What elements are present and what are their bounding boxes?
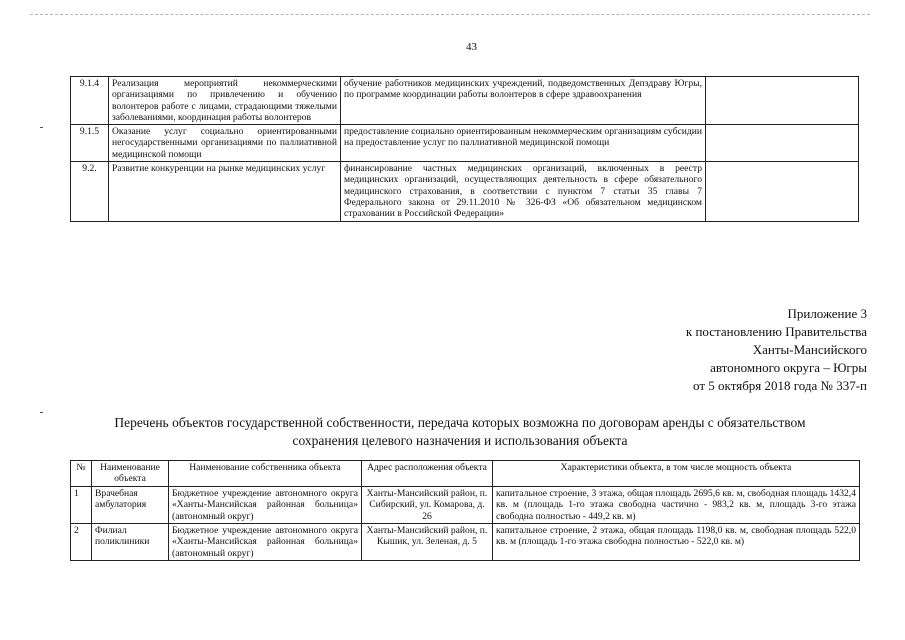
measure-text: Оказание услуг социально ориентированными негосударственными организациями по паллиативной медицинской помощи <box>109 125 341 162</box>
measures-table <box>70 76 859 222</box>
scan-speck <box>40 412 43 413</box>
table-row <box>71 162 859 221</box>
title-line: сохранения целевого назначения и использования объекта <box>292 433 628 448</box>
action-text: предоставление социально ориентированным некоммерческим организациям субсидии на предоставление услуг по паллиативной медицинской помощи <box>341 125 706 162</box>
appendix-line: Приложение 3 <box>787 306 867 321</box>
empty-cell <box>706 162 859 221</box>
header-num: № <box>71 461 92 487</box>
action-text: финансирование частных медицинских организаций, включенных в реестр медицинских организаций, осуществляющих деятельность в сфере обязательного медицинского страхования, в соответствии с пунктом 7 статьи 35 главы 7 Федерального закона от 29.11.2010 № 326-ФЗ «Об обязательном медицинском страховании в Российской Федерации» <box>341 162 706 221</box>
measure-text: Реализация мероприятий некоммерческими организациями по привлечению и обучению волонтеров работе с лицами, страдающими тяжелыми заболеваниями, координация работы волонтеров <box>109 77 341 125</box>
object-name: Филиал поликлиники <box>92 524 169 561</box>
table-row <box>71 524 860 561</box>
table-header-row <box>71 461 860 487</box>
document-title <box>60 414 860 450</box>
row-number: 2 <box>71 524 92 561</box>
row-number: 9.1.5 <box>71 125 109 162</box>
appendix-line: к постановлению Правительства <box>685 324 867 339</box>
header-address: Адрес расположения объекта <box>362 461 493 487</box>
page-number: 43 <box>466 41 477 53</box>
empty-cell <box>706 77 859 125</box>
header-owner: Наименование собственника объекта <box>169 461 362 487</box>
scan-top-edge <box>30 14 870 15</box>
objects-table <box>70 460 860 561</box>
table-row <box>71 486 860 523</box>
table-row <box>71 125 859 162</box>
scan-speck <box>40 127 43 128</box>
object-owner: Бюджетное учреждение автономного округа «Ханты-Мансийская районная больница» (автономный округ) <box>169 486 362 523</box>
measure-text: Развитие конкуренции на рынке медицинских услуг <box>109 162 341 221</box>
object-specs: капитальное строение, 3 этажа, общая площадь 2695,6 кв. м, свободная площадь 1432,4 кв. м (площадь 1-го этажа свободна частично - 983,2 кв. м, площадь 3-го этажа свободна полностью - 449,2 кв. м) <box>493 486 860 523</box>
object-address: Ханты-Мансийский район, п. Сибирский, ул. Комарова, д. 26 <box>362 486 493 523</box>
appendix-line: автономного округа – Югры <box>710 360 867 375</box>
appendix-line: от 5 октября 2018 года № 337-п <box>693 378 867 393</box>
appendix-line: Ханты-Мансийского <box>752 342 867 357</box>
object-name: Врачебная амбулатория <box>92 486 169 523</box>
row-number: 9.2. <box>71 162 109 221</box>
title-line: Перечень объектов государственной собственности, передача которых возможна по договорам аренды с обязательством <box>114 415 806 430</box>
empty-cell <box>706 125 859 162</box>
header-specs: Характеристики объекта, в том числе мощность объекта <box>493 461 860 487</box>
object-owner: Бюджетное учреждение автономного округа «Ханты-Мансийская районная больница» (автономный округ) <box>169 524 362 561</box>
table-row <box>71 77 859 125</box>
action-text: обучение работников медицинских учреждений, подведомственных Депздраву Югры, по программе координации работы волонтеров в сфере здравоохранения <box>341 77 706 125</box>
object-specs: капитальное строение, 2 этажа, общая площадь 1198,0 кв. м, свободная площадь 522,0 кв. м (площадь 1-го этажа свободна полностью - 522,0 кв. м) <box>493 524 860 561</box>
header-name: Наименование объекта <box>92 461 169 487</box>
appendix-header <box>686 305 867 395</box>
row-number: 1 <box>71 486 92 523</box>
object-address: Ханты-Мансийский район, п. Кышик, ул. Зеленая, д. 5 <box>362 524 493 561</box>
row-number: 9.1.4 <box>71 77 109 125</box>
